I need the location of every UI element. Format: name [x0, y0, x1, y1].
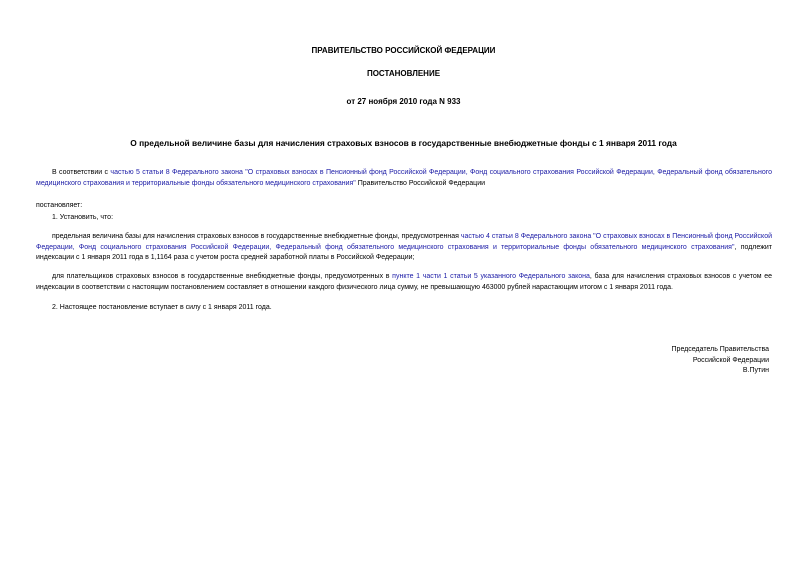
indexation-text-start: предельная величина базы для начисления страховых взносов в государственные внебюджетные фонды, предусмотренная: [52, 233, 461, 240]
signature-country: Российской Федерации: [692, 356, 769, 364]
signature-block: [672, 345, 769, 377]
indexation-paragraph: [36, 232, 772, 264]
law-reference-link-2[interactable]: частью 4 статьи 8 Федерального закона "О страховых взносах в Пенсионный фонд Российской Федерации, Фонд социального страхования Российской Федерации, Федеральный фонд обязательного медицинского страхования и территориальные фонды обязательного медицинского страхования": [36, 233, 773, 251]
document-subject: О предельной величине базы для начисления страховых взносов в государственные внебюджетные фонды с 1 января 2011 года: [130, 138, 677, 148]
item-2-paragraph: 2. Настоящее постановление вступает в силу с 1 января 2011 года.: [52, 304, 272, 311]
law-reference-link-1[interactable]: частью 5 статьи 8 Федерального закона "О страховых взносах в Пенсионный фонд Российской Федерации, Фонд социального страхования Российской Федерации, Федеральный фонд обязательного медицинского страхования и территориальные фонды обязательного медицинского страхования": [36, 169, 773, 187]
payers-text-end: , база для начисления страховых взносов с учетом ее индексации в соответствии с настоящим постановлением составляет в отношении каждого физического лица сумму, не превышающую 463000 рублей нарастающим итогом с 1 января 2011 года.: [36, 273, 772, 291]
preamble-text-start: В соответствии с: [52, 169, 111, 176]
preamble-paragraph: [36, 168, 772, 189]
signature-name: В.Путин: [742, 367, 769, 374]
document-type: ПОСТАНОВЛЕНИЕ: [366, 69, 441, 78]
indexation-text-end: , подлежит индексации с 1 января 2011 года в 1,1164 раза с учетом роста средней заработной платы в Российской Федерации;: [36, 243, 773, 261]
payers-paragraph: [36, 272, 772, 293]
signature-title: Председатель Правительства: [671, 346, 769, 353]
preamble-text-end: Правительство Российской Федерации: [355, 179, 486, 187]
payers-text-start: для плательщиков страховых взносов в государственные внебюджетные фонды, предусмотренных в: [52, 273, 393, 280]
law-reference-link-3[interactable]: пункте 1 части 1 статьи 5 указанного Федерального закона: [392, 273, 590, 280]
issuing-authority: ПРАВИТЕЛЬСТВО РОССИЙСКОЙ ФЕДЕРАЦИИ: [311, 46, 496, 55]
document-date-number: от 27 ноября 2010 года N 933: [346, 97, 461, 106]
item-1-heading: 1. Установить, что:: [52, 214, 114, 221]
resolves-text: постановляет:: [36, 202, 83, 209]
